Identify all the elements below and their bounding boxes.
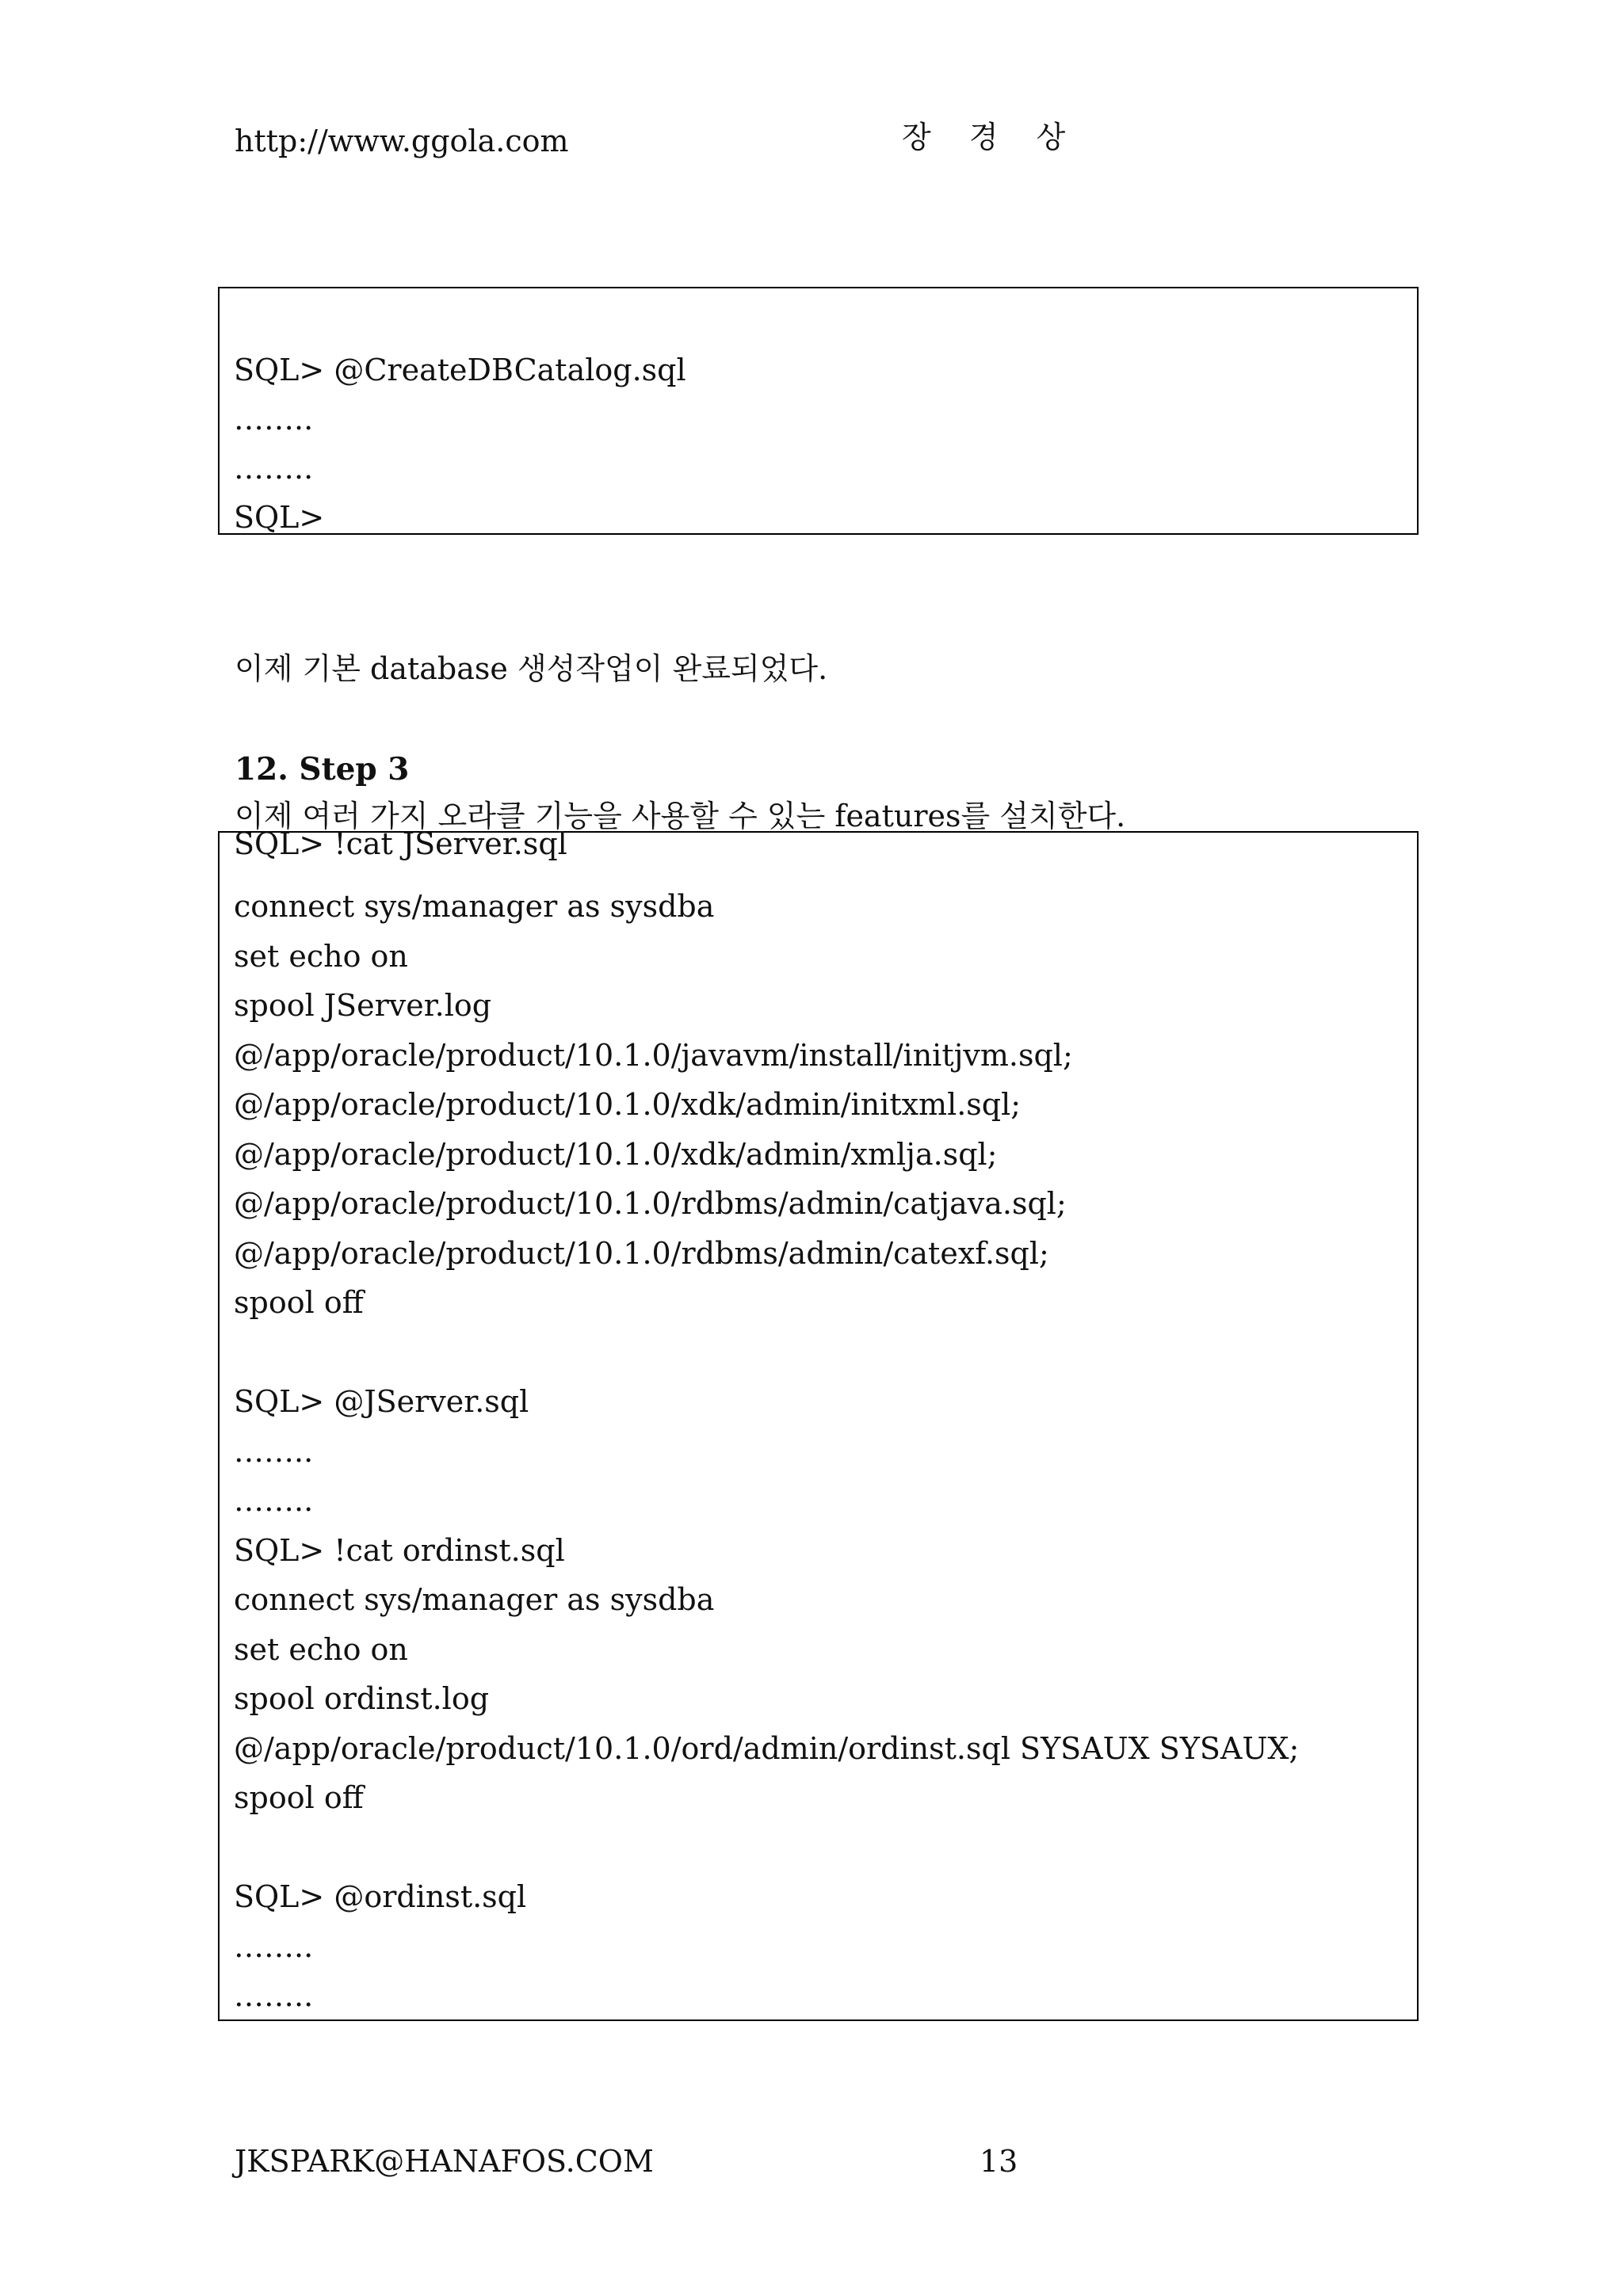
code-line-blank	[234, 1823, 1299, 1873]
page-number: 13	[980, 2144, 1018, 2179]
code-lines	[234, 822, 1299, 2021]
code-block-catalog	[218, 287, 1419, 535]
code-line: set echo on	[234, 938, 408, 974]
code-line: connect sys/manager as sysdba	[234, 889, 715, 924]
header-author: 장 경 상	[902, 120, 1080, 154]
code-line: SQL> @CreateDBCatalog.sql	[234, 353, 686, 387]
code-lines	[234, 345, 686, 542]
code-line: @/app/oracle/product/10.1.0/xdk/admin/xmlja.sql;	[234, 1136, 998, 1172]
code-line: ……..	[234, 402, 314, 437]
code-line: ……..	[234, 1978, 314, 2013]
section-description: 이제 여러 가지 오라클 기능을 사용할 수 있는 features를 설치한다.	[235, 799, 1126, 833]
code-line: @/app/oracle/product/10.1.0/rdbms/admin/catexf.sql;	[234, 1235, 1049, 1271]
code-line: SQL> @JServer.sql	[234, 1384, 529, 1419]
code-line: SQL> !cat ordinst.sql	[234, 1532, 565, 1568]
code-line: @/app/oracle/product/10.1.0/ord/admin/ordinst.sql SYSAUX SYSAUX;	[234, 1730, 1300, 1766]
code-line: spool off	[234, 1780, 364, 1815]
code-line: @/app/oracle/product/10.1.0/xdk/admin/initxml.sql;	[234, 1087, 1022, 1122]
header-url: http://www.ggola.com	[235, 124, 569, 158]
code-line: spool ordinst.log	[234, 1681, 490, 1716]
section-heading: 12. Step 3	[235, 751, 410, 788]
code-line: SQL> @ordinst.sql	[234, 1879, 527, 1914]
code-line: ……..	[234, 1483, 314, 1518]
code-line: ……..	[234, 1433, 314, 1469]
footer-email: JKSPARK@HANAFOS.COM	[235, 2144, 654, 2179]
code-line: ……..	[234, 451, 314, 486]
code-line: spool JServer.log	[234, 988, 492, 1023]
code-line: spool off	[234, 1285, 364, 1320]
code-line: SQL> !cat JServer.sql	[234, 826, 567, 861]
code-line: ……..	[234, 1928, 314, 1964]
code-line-blank	[234, 1328, 1299, 1378]
code-line: set echo on	[234, 1631, 408, 1667]
code-line: SQL>	[234, 500, 325, 535]
code-block-features	[218, 826, 1419, 2021]
code-line: @/app/oracle/product/10.1.0/rdbms/admin/catjava.sql;	[234, 1186, 1067, 1221]
intro-text: 이제 기본 database 생성작업이 완료되었다.	[235, 651, 828, 686]
code-line: connect sys/manager as sysdba	[234, 1582, 715, 1617]
code-line: @/app/oracle/product/10.1.0/javavm/install/initjvm.sql;	[234, 1037, 1073, 1073]
